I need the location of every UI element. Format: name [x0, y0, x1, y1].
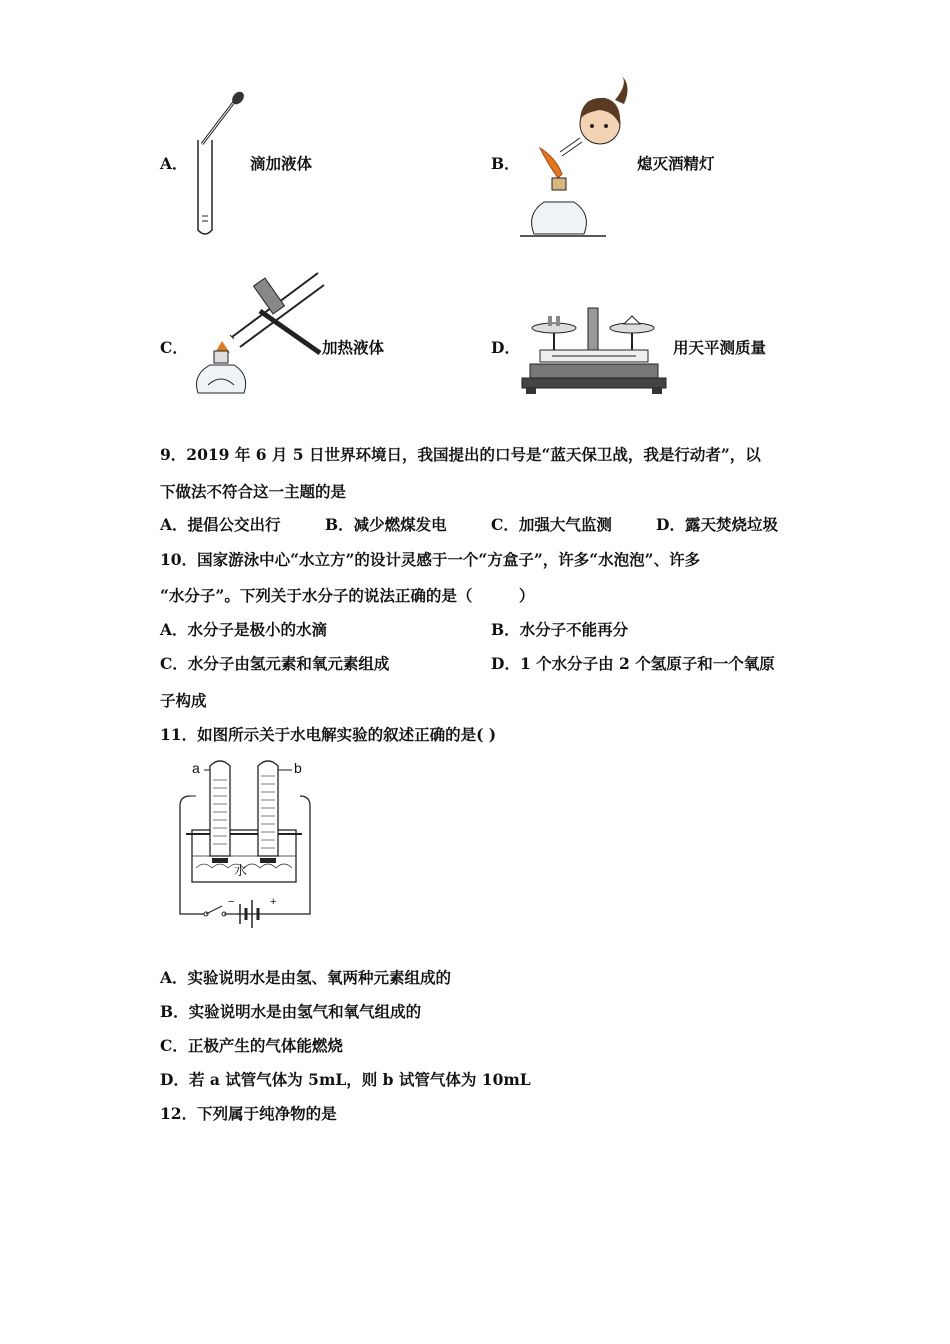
- option-d-caption: 用天平测质量: [673, 338, 767, 357]
- water-label: 水: [234, 864, 248, 879]
- option-a-letter: A．: [160, 154, 188, 173]
- q9-line2: 下做法不符合这一主题的是: [160, 482, 347, 501]
- option-b-letter: B．: [491, 154, 520, 173]
- option-a-caption: 滴加液体: [250, 154, 313, 173]
- q10-option-c: C．水分子由氢元素和氧元素组成: [160, 654, 390, 673]
- dropper-test-tube-illustration: [190, 92, 250, 242]
- blowing-out-lamp-illustration: [520, 74, 630, 239]
- q9-option-c: C．加强大气监测: [491, 515, 612, 534]
- heating-liquid-illustration: [190, 265, 325, 400]
- tube-a-label: a: [192, 760, 200, 776]
- option-b-caption: 熄灭酒精灯: [637, 154, 715, 173]
- balance-scale-illustration: [522, 300, 670, 400]
- q11-option-a: A．实验说明水是由氢、氧两种元素组成的: [160, 968, 452, 987]
- tube-b-label: b: [294, 760, 302, 776]
- option-c-caption: 加热液体: [322, 338, 385, 357]
- q10-line1: 10．国家游泳中心“水立方”的设计灵感于一个“方盒子”，许多“水泡泡”、许多: [160, 550, 701, 569]
- q10-option-b: B．水分子不能再分: [491, 620, 629, 639]
- q9-option-d: D．露天焚烧垃圾: [656, 515, 778, 534]
- q11-option-b: B．实验说明水是由氢气和氧气组成的: [160, 1002, 422, 1021]
- plus-label: +: [270, 896, 277, 908]
- q10-option-d: D．1 个水分子由 2 个氢原子和一个氧原: [491, 654, 775, 673]
- option-d-letter: D．: [491, 338, 520, 357]
- q11-stem: 11．如图所示关于水电解实验的叙述正确的是( ): [160, 725, 497, 744]
- q10-option-d-cont: 子构成: [160, 691, 207, 710]
- q11-option-d: D．若 a 试管气体为 5mL，则 b 试管气体为 10mL: [160, 1070, 531, 1089]
- q11-option-c: C．正极产生的气体能燃烧: [160, 1036, 343, 1055]
- q9-option-b: B．减少燃煤发电: [325, 515, 447, 534]
- option-c-letter: C．: [160, 338, 188, 357]
- electrolysis-diagram: [170, 756, 325, 941]
- minus-label: −: [228, 896, 235, 908]
- q10-line2: “水分子”。下列关于水分子的说法正确的是（ ）: [160, 586, 535, 605]
- q10-option-a: A．水分子是极小的水滴: [160, 620, 328, 639]
- q12-stem: 12．下列属于纯净物的是: [160, 1104, 337, 1123]
- q9-option-a: A．提倡公交出行: [160, 515, 281, 534]
- q9-line1: 9．2019 年 6 月 5 日世界环境日，我国提出的口号是“蓝天保卫战，我是行动者”，以: [160, 445, 761, 464]
